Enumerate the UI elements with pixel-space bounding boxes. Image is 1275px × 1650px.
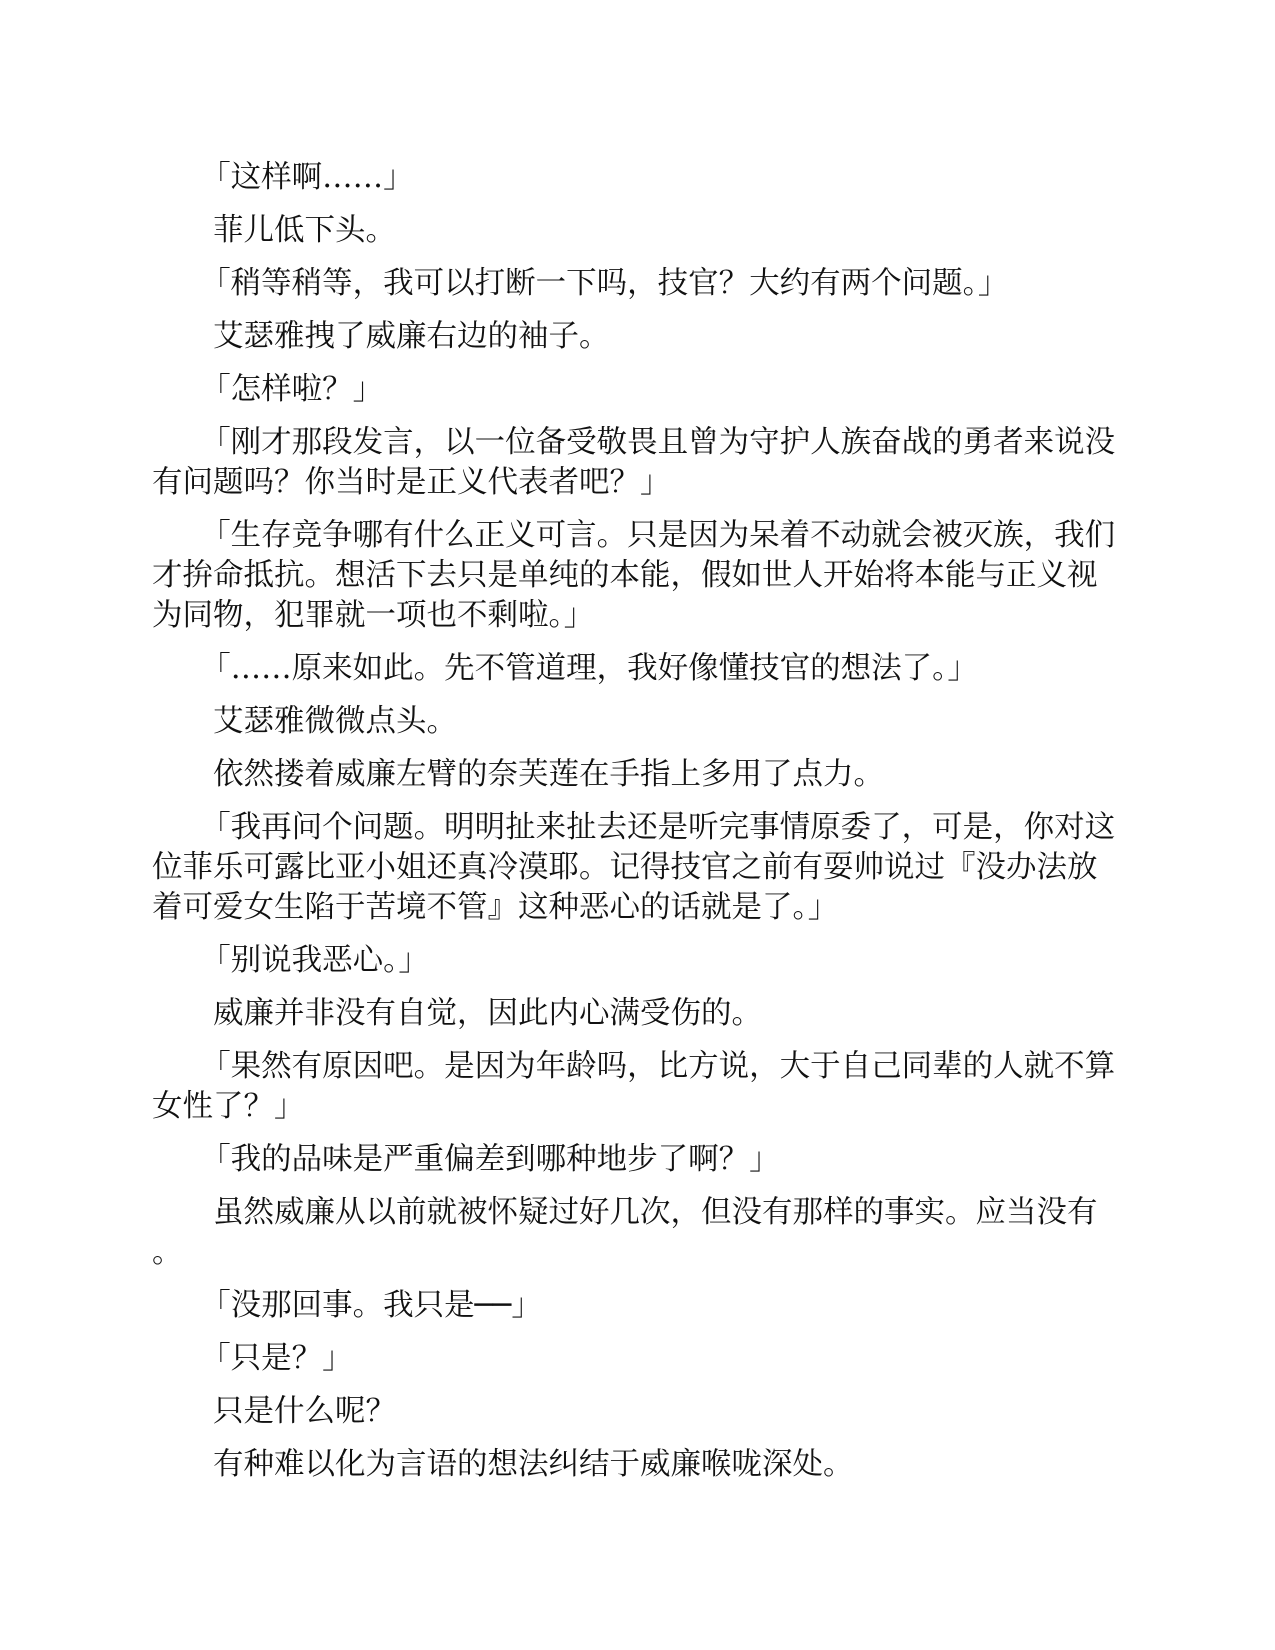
dialogue-paragraph: 「只是？」 [200, 1341, 353, 1376]
narration-paragraph: 菲儿低下头。 [213, 213, 396, 248]
narration-paragraph: 有种难以化为言语的想法纠结于威廉喉咙深处。 [213, 1447, 854, 1482]
body-text [152, 158, 1122, 1498]
narration-paragraph: 依然搂着威廉左臂的奈芙莲在手指上多用了点力。 [213, 757, 884, 792]
dialogue-paragraph: 「没那回事。我只是──」 [200, 1288, 542, 1323]
narration-paragraph: 威廉并非没有自觉，因此内心满受伤的。 [213, 996, 762, 1031]
dialogue-paragraph: 「刚才那段发言，以一位备受敬畏且曾为守护人族奋战的勇者来说没有问题吗？你当时是正义代表者吧？」 [152, 425, 1116, 500]
dialogue-paragraph: 「我的品味是严重偏差到哪种地步了啊？」 [200, 1142, 780, 1177]
dialogue-paragraph: 「生存竞争哪有什么正义可言。只是因为呆着不动就会被灭族，我们才拚命抵抗。想活下去只是单纯的本能，假如世人开始将本能与正义视为同物，犯罪就一项也不剩啦。」 [152, 518, 1116, 633]
narration-paragraph: 只是什么呢？ [213, 1394, 396, 1429]
dialogue-paragraph: 「我再问个问题。明明扯来扯去还是听完事情原委了，可是，你对这位菲乐可露比亚小姐还真冷漠耶。记得技官之前有耍帅说过『没办法放着可爱女生陷于苦境不管』这种恶心的话就是了。」 [152, 810, 1116, 925]
dialogue-paragraph: 「稍等稍等，我可以打断一下吗，技官？大约有两个问题。」 [200, 266, 1009, 301]
narration-paragraph: 艾瑟雅微微点头。 [213, 704, 457, 739]
dialogue-paragraph: 「这样啊……」 [200, 160, 414, 195]
dialogue-paragraph: 「……原来如此。先不管道理，我好像懂技官的想法了。」 [200, 651, 978, 686]
narration-paragraph: 虽然威廉从以前就被怀疑过好几次，但没有那样的事实。应当没有。 [152, 1195, 1098, 1270]
dialogue-paragraph: 「怎样啦？」 [200, 372, 384, 407]
dialogue-paragraph: 「别说我恶心。」 [200, 943, 429, 978]
narration-paragraph: 艾瑟雅拽了威廉右边的袖子。 [213, 319, 610, 354]
dialogue-paragraph: 「果然有原因吧。是因为年龄吗，比方说，大于自己同辈的人就不算女性了？」 [152, 1049, 1116, 1124]
